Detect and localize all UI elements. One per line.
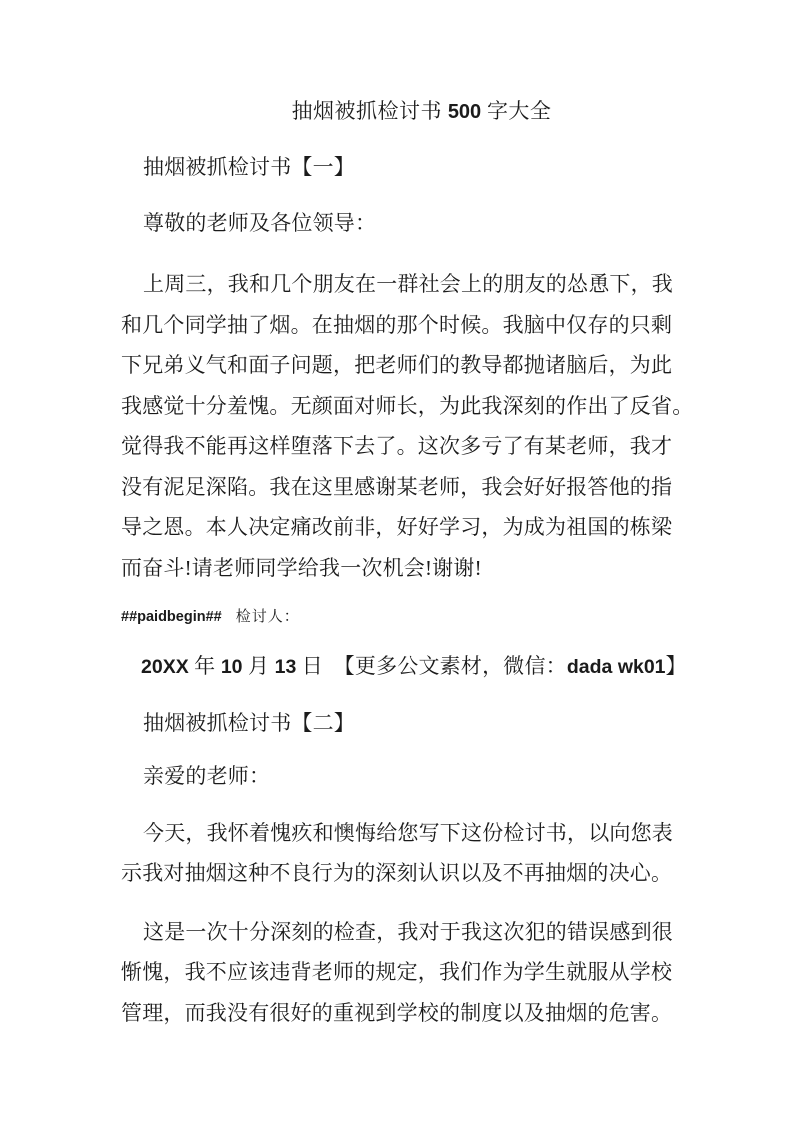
section-1-paragraph (121, 264, 694, 588)
paragraph-line: 我感觉十分羞愧。无颜面对师长，为此我深刻的作出了反省。 (121, 393, 694, 418)
section-1-salutation: 尊敬的老师及各位领导： (143, 210, 377, 235)
date-day-number: 13 (274, 656, 297, 678)
paragraph-line: 示我对抽烟这种不良行为的深刻认识以及不再抽烟的决心。 (121, 861, 673, 885)
signer-label: 检讨人： (235, 609, 300, 625)
date-line (121, 646, 687, 688)
document-content (0, 95, 793, 1033)
promo-wechat-id: dada wk01 (566, 656, 666, 678)
paragraph-line: 而奋斗!请老师同学给我一次机会!谢谢! (121, 555, 482, 580)
paragraph-line: 和几个同学抽了烟。在抽烟的那个时候。我脑中仅存的只剩 (121, 312, 673, 337)
paid-begin-marker: ##paidbegin## (121, 609, 222, 625)
date-month-unit: 月 (242, 654, 275, 678)
paragraph-line: 觉得我不能再这样堕落下去了。这次多亏了有某老师，我才 (121, 434, 673, 458)
date-month-number: 10 (220, 656, 243, 678)
section-2-paragraph-1 (121, 813, 675, 894)
date-day-unit: 日 (296, 654, 323, 678)
title-segment: 抽烟被抓检讨书 (291, 99, 448, 123)
signer-row (121, 605, 675, 629)
document-title (121, 95, 675, 129)
paragraph-line: 管理，而我没有很好的重视到学校的制度以及抽烟的危害。 (121, 1000, 673, 1025)
paragraph-line: 上周三，我和几个朋友在一群社会上的朋友的怂恿下，我 (143, 272, 673, 296)
date-year-unit: 年 (188, 654, 221, 678)
paragraph-line: 这是一次十分深刻的检查，我对于我这次犯的错误感到很 (143, 919, 673, 944)
paragraph-line: 没有泥足深陷。我在这里感谢某老师，我会好好报答他的指 (121, 474, 673, 499)
section-2-paragraph-2 (121, 912, 675, 1034)
paragraph-line: 下兄弟义气和面子问题，把老师们的教导都抛诸脑后，为此 (121, 353, 673, 377)
promo-text-close: 】 (665, 654, 687, 678)
section-2-heading: 抽烟被抓检讨书【二】 (143, 710, 355, 735)
date-year-number: 20XX (141, 656, 189, 678)
paragraph-line: 今天，我怀着愧疚和懊悔给您写下这份检讨书，以向您表 (143, 820, 673, 845)
promo-text: 【更多公文素材，微信： (322, 654, 567, 678)
paragraph-line: 惭愧，我不应该违背老师的规定，我们作为学生就服从学校 (121, 960, 673, 984)
paragraph-line: 导之恩。本人决定痛改前非，好好学习，为成为祖国的栋梁 (121, 515, 673, 539)
section-1-heading: 抽烟被抓检讨书【一】 (143, 155, 355, 179)
title-number: 500 (447, 101, 482, 123)
title-segment: 字大全 (481, 99, 552, 123)
section-2-salutation: 亲爱的老师： (143, 764, 271, 788)
